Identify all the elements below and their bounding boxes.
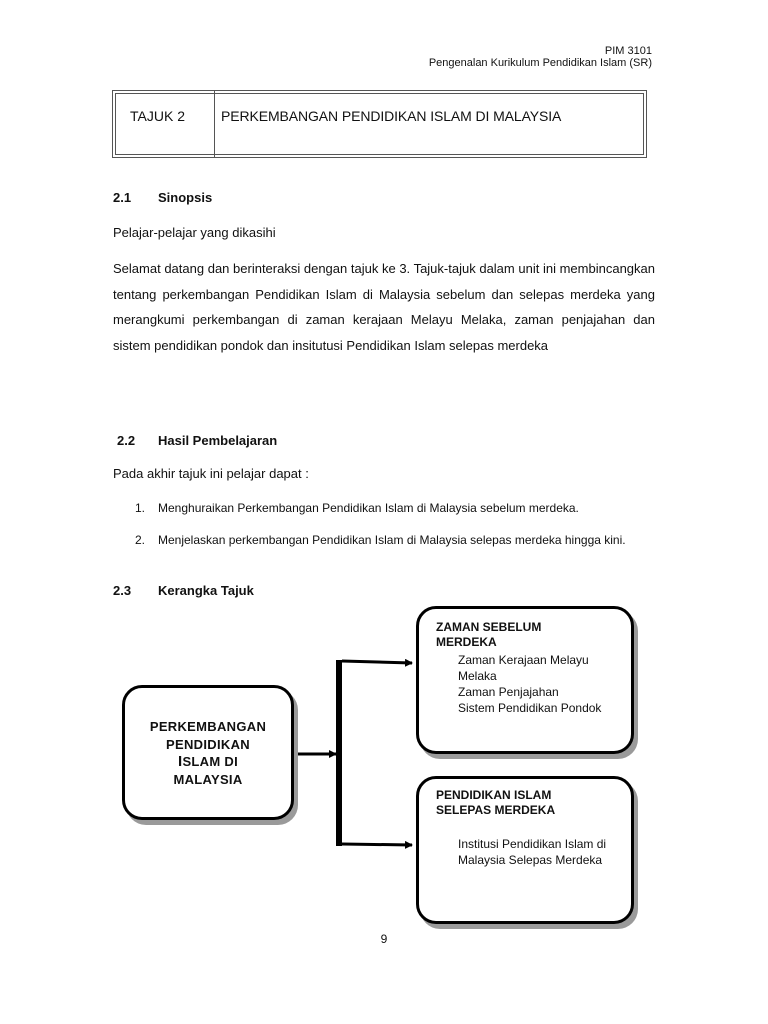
before-heading: ZAMAN SEBELUM MERDEKA [436,620,542,649]
diagram-after-merdeka-box [416,776,634,924]
main-line-1: PERKEMBANGAN [149,719,267,734]
synopsis-body: Selamat datang dan berinteraksi dengan tajuk ke 3. Tajuk-tajuk dalam unit ini membincangkan tentang perkembangan Pendidikan Islam di Malaysia sebelum dan selepas merdeka yang merangkumi perkembangan di zaman kerajaan Melayu Melaka, zaman penjajahan dan sistem pendidikan pondok dan insitutusi Pendidikan Islam selepas merdeka [113,261,655,353]
section-number: 2.1 [113,190,132,205]
section-number: 2.3 [113,583,132,598]
outcome-text: Menjelaskan perkembangan Pendidikan Islam di Malaysia selepas merdeka hingga kini. [158,533,626,547]
outcomes-intro: Pada akhir tajuk ini pelajar dapat : [113,466,309,481]
outcome-text: Menghuraikan Perkembangan Pendidikan Islam di Malaysia sebelum merdeka. [158,501,579,515]
connector-to-after [342,844,412,845]
section-title: Kerangka Tajuk [158,583,254,598]
after-items: Institusi Pendidikan Islam di Malaysia Selepas Merdeka [458,837,607,867]
outcome-number: 2. [135,533,146,547]
main-line-3 [125,753,291,771]
section-title: Sinopsis [158,190,213,205]
synopsis-greeting: Pelajar-pelajar yang dikasihi [113,225,276,240]
header-course-title: Pengenalan Kurikulum Pendidikan Islam (SR) [428,57,652,69]
after-heading: PENDIDIKAN ISLAM SELEPAS MERDEKA [436,788,556,817]
section-title: Hasil Pembelajaran [158,433,278,448]
topic-number: TAJUK 2 [130,108,185,124]
main-line-2: PENDIDIKAN [166,736,250,752]
connector-to-before [342,661,412,663]
header-course-code: PIM 3101 [604,45,652,57]
diagram-before-merdeka-box [416,606,634,754]
before-items: Zaman Kerajaan Melayu Melaka Zaman Penjajahan Sistem Pendidikan Pondok [458,653,602,715]
diagram-main-box [122,685,294,820]
main-line-4: MALAYSIA [173,771,243,787]
section-number: 2.2 [117,433,136,448]
topic-title: PERKEMBANGAN PENDIDIKAN ISLAM DI MALAYSIA [221,108,562,124]
diagram-main-label [125,718,291,788]
page-number: 9 [380,932,388,946]
main-line-3-initial: I [177,753,183,770]
main-line-3-rest: SLAM DI [182,754,238,769]
outcome-number: 1. [135,501,146,515]
